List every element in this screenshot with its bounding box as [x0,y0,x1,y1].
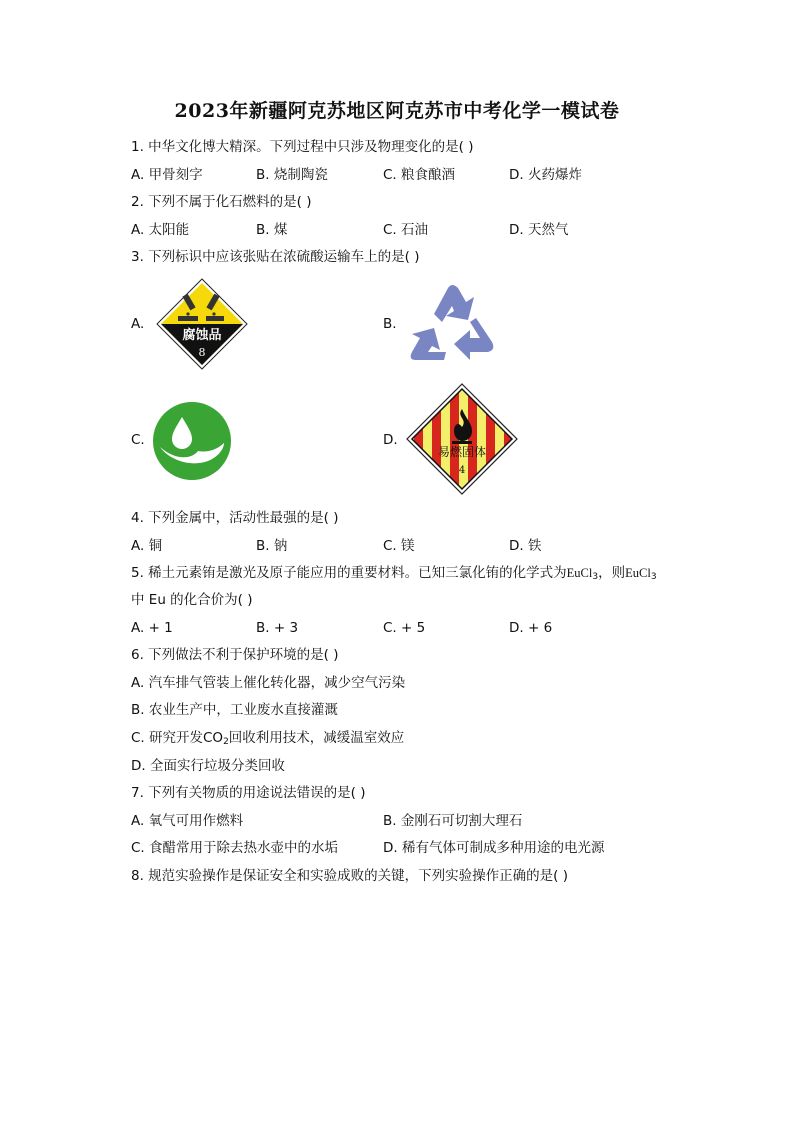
q1-option-a: A. 甲骨刻字 [131,167,203,183]
corrosive-sign-label: 腐蚀品 [182,328,222,343]
flammable-solid-sign-icon [406,383,518,495]
q4-option-d: D. 铁 [509,538,542,554]
q1-option-c: C. 粮食酿酒 [383,167,456,183]
q7-option-b: B. 金刚石可切割大理石 [383,813,523,829]
question-3-stem: 3. 下列标识中应该张贴在浓硫酸运输车上的是( ) [131,249,420,265]
q5-formula-1: EuCl [566,566,593,580]
q6-option-a: A. 汽车排气管装上催化转化器，减少空气污染 [131,675,406,691]
q2-option-b: B. 煤 [256,222,288,238]
q2-option-a: A. 太阳能 [131,222,190,238]
q5-formula-2: EuCl [625,566,651,580]
q5-option-b: B. + 3 [256,620,299,636]
question-7-stem: 7. 下列有关物质的用途说法错误的是( ) [131,785,366,801]
flammable-sign-number: 4 [458,465,466,476]
q4-option-c: C. 镁 [383,538,415,554]
question-5-stem-cont: 中 Eu 的化合价为( ) [131,592,253,608]
q4-option-a: A. 铜 [131,538,163,554]
q6-option-c [131,729,404,751]
question-8-stem: 8. 规范实验操作是保证安全和实验成败的关键，下列实验操作正确的是( ) [131,868,568,884]
question-2-stem: 2. 下列不属于化石燃料的是( ) [131,194,312,210]
q6-option-c-post: 回收利用技术，减缓温室效应 [228,730,405,746]
q5-stem-mid: ，则 [598,565,626,581]
q3-option-a: A. [131,316,145,332]
q5-option-c: C. + 5 [383,620,426,636]
q6-option-b: B. 农业生产中，工业废水直接灌溉 [131,702,338,718]
q5-option-d: D. + 6 [509,620,553,636]
question-4-stem: 4. 下列金属中，活动性最强的是( ) [131,510,339,526]
page-title: 2023年新疆阿克苏地区阿克苏市中考化学一模试卷 [174,100,620,122]
question-1-stem: 1. 中华文化博大精深。下列过程中只涉及物理变化的是( ) [131,139,474,155]
q2-option-d: D. 天然气 [509,222,569,238]
q7-option-c: C. 食醋常用于除去热水壶中的水垢 [131,840,339,856]
q5-stem-part-1: 5. 稀土元素铕是激光及原子能应用的重要材料。已知三氯化铕的化学式为 [131,565,567,581]
q5-formula-2-sub: 3 [650,572,657,582]
q5-option-a: A. + 1 [131,620,173,636]
q6-option-c-pre: C. 研究开发CO [131,730,224,746]
question-5-stem [131,564,657,586]
q1-option-b: B. 烧制陶瓷 [256,167,328,183]
q7-option-d: D. 稀有气体可制成多种用途的电光源 [383,840,605,856]
corrosive-sign-icon [156,278,248,370]
q7-option-a: A. 氧气可用作燃料 [131,813,244,829]
flammable-sign-label: 易燃固体 [437,445,487,459]
q5-formula-1-sub: 3 [592,572,599,582]
q6-option-d: D. 全面实行垃圾分类回收 [131,758,285,774]
corrosive-sign-number: 8 [198,346,206,359]
q4-option-b: B. 钠 [256,538,288,554]
question-6-stem: 6. 下列做法不利于保护环境的是( ) [131,647,339,663]
q6-option-c-sub: 2 [223,737,229,747]
water-saving-icon [152,401,232,481]
q3-option-d: D. [383,432,398,448]
q1-option-d: D. 火药爆炸 [509,167,582,183]
q3-option-c: C. [131,432,145,448]
q3-option-b: B. [383,316,397,332]
q2-option-c: C. 石油 [383,222,429,238]
recycle-icon [404,280,500,366]
